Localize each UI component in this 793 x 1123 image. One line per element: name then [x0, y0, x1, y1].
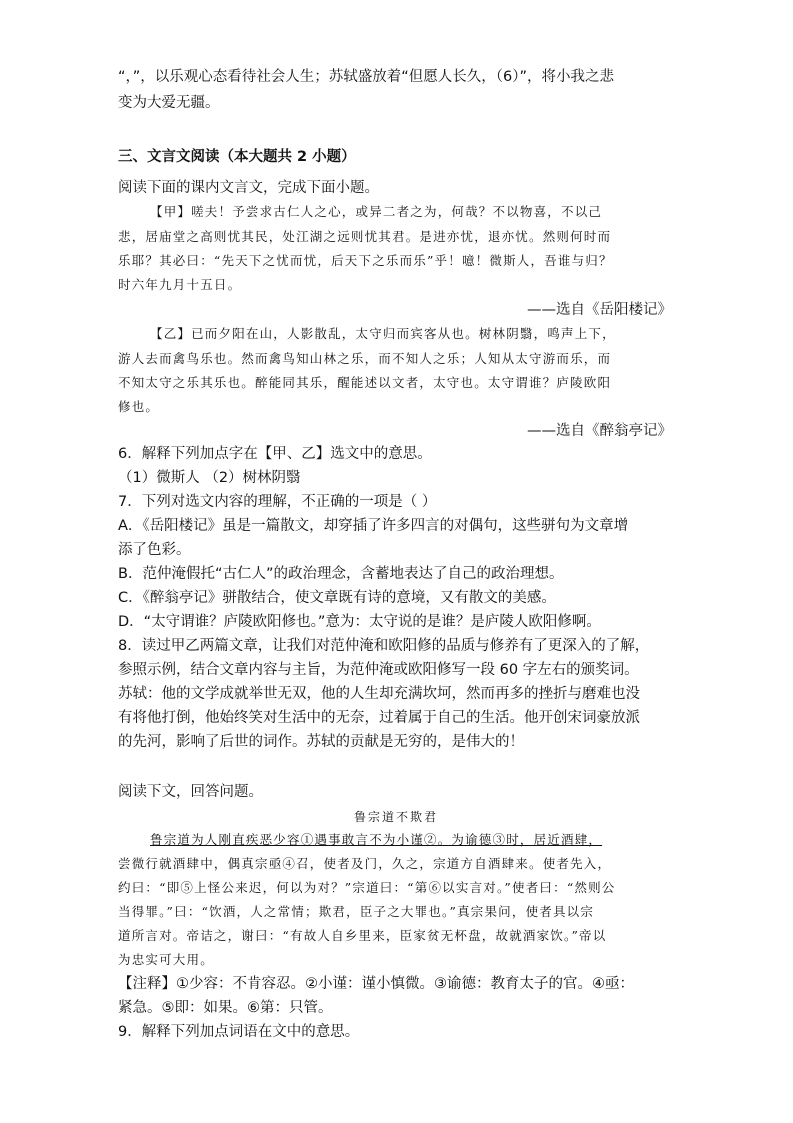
notes-line: 紧急。⑤即：如果。⑥第：只管。: [118, 1000, 333, 1016]
question-8-line: 参照示例，结合文章内容与主旨，为范仲淹或欧阳修写一段 60 字左右的颁奖词。: [118, 662, 639, 678]
underlined-text: 鲁宗道为人刚直疾恶少容①遇事敢言不为小谨②。为谕德③时，居近酒肆，: [150, 832, 603, 847]
question-7: 7．下列对选文内容的理解，不正确的一项是（ ）: [118, 494, 437, 510]
classical-line: 为忠实可大用。: [118, 952, 214, 967]
classical-line: 游人去而禽鸟乐也。然而禽鸟知山林之乐，而不知人之乐；人知从太守游而乐，而: [118, 351, 612, 366]
classical-line: 乐耶？其必曰：“先天下之忧而忧，后天下之乐而乐”乎！噫！微斯人，吾谁与归？: [118, 253, 613, 268]
source-citation: ——选自《醉翁亭记》: [527, 423, 672, 439]
text-line: 变为大爱无疆。: [118, 95, 220, 111]
option-line: A．《岳阳楼记》虽是一篇散文，却穿插了许多四言的对偶句，这些骈句为文章增: [118, 518, 629, 534]
classical-line: 道所言对。帝诘之，谢曰：“有故人自乡里来，臣家贫无杯盘，故就酒家饮。”帝以: [118, 928, 607, 943]
classical-line: 约曰：“即⑤上怪公来迟，何以为对？”宗道曰：“第⑥以实言对。”使者曰：“然则公: [118, 880, 616, 895]
classical-line: 当得罪。”曰：“饮酒，人之常情；欺君，臣子之大罪也。”真宗果问，使者具以宗: [118, 904, 595, 919]
option-line: 添了色彩。: [118, 542, 191, 558]
classical-line: 不知太守之乐其乐也。醉能同其乐，醒能述以文者，太守也。太守谓谁？庐陵欧阳: [118, 375, 612, 390]
section-heading: 三、文言文阅读（本大题共 2 小题）: [118, 149, 356, 165]
option-line: B．范仲淹假托“古仁人”的政治理念，含蓄地表达了自己的政治理想。: [118, 566, 564, 582]
classical-line: 时六年九月十五日。: [118, 277, 242, 292]
text-line: “，”，以乐观心态看待社会人生；苏轼盛放着“但愿人长久，（6）”，将小我之悲: [118, 69, 615, 85]
notes-line: 【注释】①少容：不肯容忍。②小谨：谨小慎微。③谕德：教育太子的官。④亟：: [118, 976, 634, 992]
classical-line: 悲，居庙堂之高则忧其民，处江湖之远则忧其君。是进亦忧，退亦忧。然则何时而: [118, 229, 612, 244]
question-8-line: 有将他打倒，他始终笑对生活中的无奈，过着属于自己的生活。他开创宋词豪放派: [118, 710, 640, 726]
source-citation: ——选自《岳阳楼记》: [527, 302, 672, 318]
classical-line: [150, 829, 602, 851]
question-6: 6．解释下列加点字在【甲、乙】选文中的意思。: [118, 446, 432, 462]
section-intro: 阅读下面的课内文言文，完成下面小题。: [118, 180, 379, 196]
question-8-line: 苏轼：他的文学成就举世无双，他的人生却充满坎坷，然而再多的挫折与磨难也没: [118, 686, 640, 702]
option-line: D．“太守谓谁？庐陵欧阳修也。”意为：太守说的是谁？是庐陵人欧阳修啊。: [118, 614, 601, 630]
classical-line: 【乙】已而夕阳在山，人影散乱，太守归而宾客从也。树林阴翳，鸣声上下，: [150, 326, 616, 341]
classical-line: 修也。: [118, 399, 160, 414]
question-8-line: 的先河，影响了后世的词作。苏轼的贡献是无穷的，是伟大的！: [118, 734, 524, 750]
classical-line: 【甲】嗟夫！予尝求古仁人之心，或异二者之为，何哉？不以物喜，不以己: [150, 204, 603, 219]
passage-intro: 阅读下文，回答问题。: [118, 784, 263, 800]
question-9: 9．解释下列加点词语在文中的意思。: [118, 1024, 360, 1040]
classical-line: 尝微行就酒肆中，偶真宗亟④召，使者及门，久之，宗道方自酒肆来。使者先入，: [118, 856, 612, 871]
question-6-items: （1）微斯人 （2）树林阴翳: [118, 470, 301, 486]
passage-title: 鲁宗道不欺君: [354, 810, 439, 824]
option-line: C．《醉翁亭记》骈散结合，使文章既有诗的意境，又有散文的美感。: [118, 590, 556, 606]
question-8-line: 8．读过甲乙两篇文章，让我们对范仲淹和欧阳修的品质与修养有了更深入的了解，: [118, 638, 650, 654]
